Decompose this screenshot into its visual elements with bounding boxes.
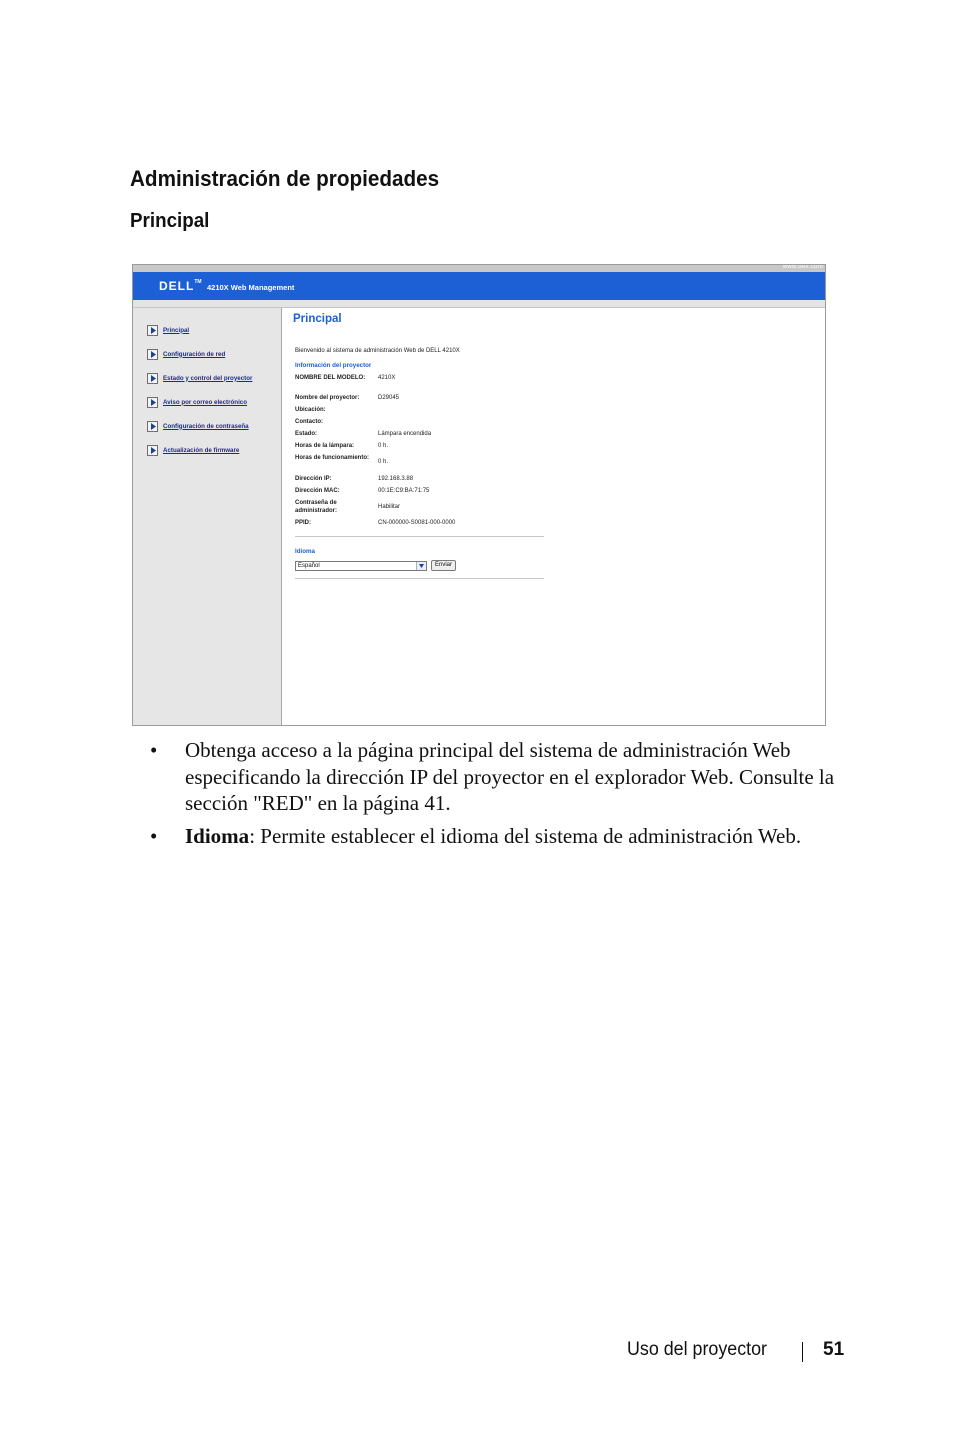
bullet-text: : Permite establecer el idioma del sistema de administración Web.: [249, 823, 802, 848]
welcome-text: Bienvenido al sistema de administración Web de DELL 4210X: [295, 348, 460, 354]
footer-section-title: Uso del proyector: [627, 1339, 767, 1360]
info-label: Ubicación:: [295, 407, 326, 413]
info-value: 4210X: [378, 375, 396, 381]
info-value: CN-000000-S0081-000-0000: [378, 520, 456, 526]
arrow-right-icon: [147, 373, 158, 384]
top-strip: [133, 265, 825, 272]
divider: [295, 578, 544, 579]
arrow-right-icon: [147, 349, 158, 360]
banner-underline: [133, 300, 825, 308]
product-title: 4210X Web Management: [207, 283, 295, 292]
dell-url[interactable]: www.dell.com: [782, 264, 823, 270]
info-label: Estado:: [295, 431, 318, 437]
sidebar: [133, 308, 282, 725]
page-number: 51: [823, 1339, 845, 1360]
sidebar-item-password-config[interactable]: [147, 419, 249, 433]
arrow-right-icon: [147, 325, 158, 336]
main-content: [282, 308, 825, 725]
page-title: Principal: [293, 313, 342, 325]
language-heading: Idioma: [295, 548, 315, 555]
bullet-text: Obtenga acceso a la página principal del sistema de administración Web especificando la dirección IP del proyector en el explorador Web. Consulte la sección "RED" en la página 41.: [185, 738, 835, 815]
sidebar-item-label[interactable]: Actualización de firmware: [163, 446, 240, 454]
bullet-term: Idioma: [185, 823, 250, 848]
info-value: 192.168.3.88: [378, 476, 414, 482]
bullet-dot: •: [150, 738, 158, 762]
sidebar-item-label[interactable]: Principal: [163, 326, 190, 334]
info-value: D29045: [378, 395, 400, 401]
trademark-mark: TM: [194, 279, 202, 285]
info-value: Lámpara encendida: [378, 431, 432, 437]
info-label: Contraseña de administrador:: [295, 500, 338, 514]
info-value: Habilitar: [378, 504, 401, 510]
arrow-right-icon: [147, 397, 158, 408]
bullet-list: [150, 737, 870, 855]
send-button[interactable]: Enviar: [431, 560, 456, 571]
language-selected-value: Español: [298, 563, 320, 569]
footer-separator: [802, 1342, 803, 1362]
language-select[interactable]: [295, 561, 427, 571]
section-heading: Administración de propiedades: [130, 166, 440, 191]
dell-logo: DELL™: [159, 279, 202, 293]
sidebar-item-principal[interactable]: [147, 323, 189, 337]
arrow-right-icon: [147, 421, 158, 432]
divider: [295, 536, 544, 537]
info-value: 0 h.: [378, 443, 389, 449]
info-label: Horas de funcionamiento:: [295, 455, 370, 461]
info-label: Dirección MAC:: [295, 488, 340, 494]
sidebar-item-projector-status[interactable]: [147, 371, 252, 385]
sidebar-item-label[interactable]: Estado y control del proyector: [163, 374, 253, 382]
sidebar-item-network-config[interactable]: [147, 347, 225, 361]
info-label: Contacto:: [295, 419, 323, 425]
chevron-down-icon[interactable]: [416, 562, 426, 570]
info-value: 00:1E:C9:BA:71:75: [378, 488, 430, 494]
info-value: 0 h.: [378, 459, 389, 465]
info-label: Nombre del proyector:: [295, 395, 360, 401]
bullet-dot: •: [150, 823, 158, 848]
sidebar-item-label[interactable]: Configuración de contraseña: [163, 422, 249, 430]
subsection-heading: Principal: [130, 210, 210, 232]
info-label: Horas de la lámpara:: [295, 443, 355, 449]
arrow-right-icon: [147, 445, 158, 456]
bullet-item: [150, 823, 870, 850]
sidebar-item-label[interactable]: Aviso por correo electrónico: [163, 398, 248, 406]
info-label: Dirección IP:: [295, 476, 332, 482]
info-label: PPID:: [295, 520, 312, 526]
sidebar-item-label[interactable]: Configuración de red: [163, 350, 226, 358]
projector-info-heading: Información del proyector: [295, 362, 372, 369]
info-label: NOMBRE DEL MODELO:: [295, 375, 366, 381]
web-management-screenshot: [132, 264, 826, 726]
sidebar-item-email-alert[interactable]: [147, 395, 247, 409]
header-banner: [133, 272, 825, 300]
sidebar-item-firmware-update[interactable]: [147, 443, 239, 457]
bullet-item: [150, 737, 870, 817]
